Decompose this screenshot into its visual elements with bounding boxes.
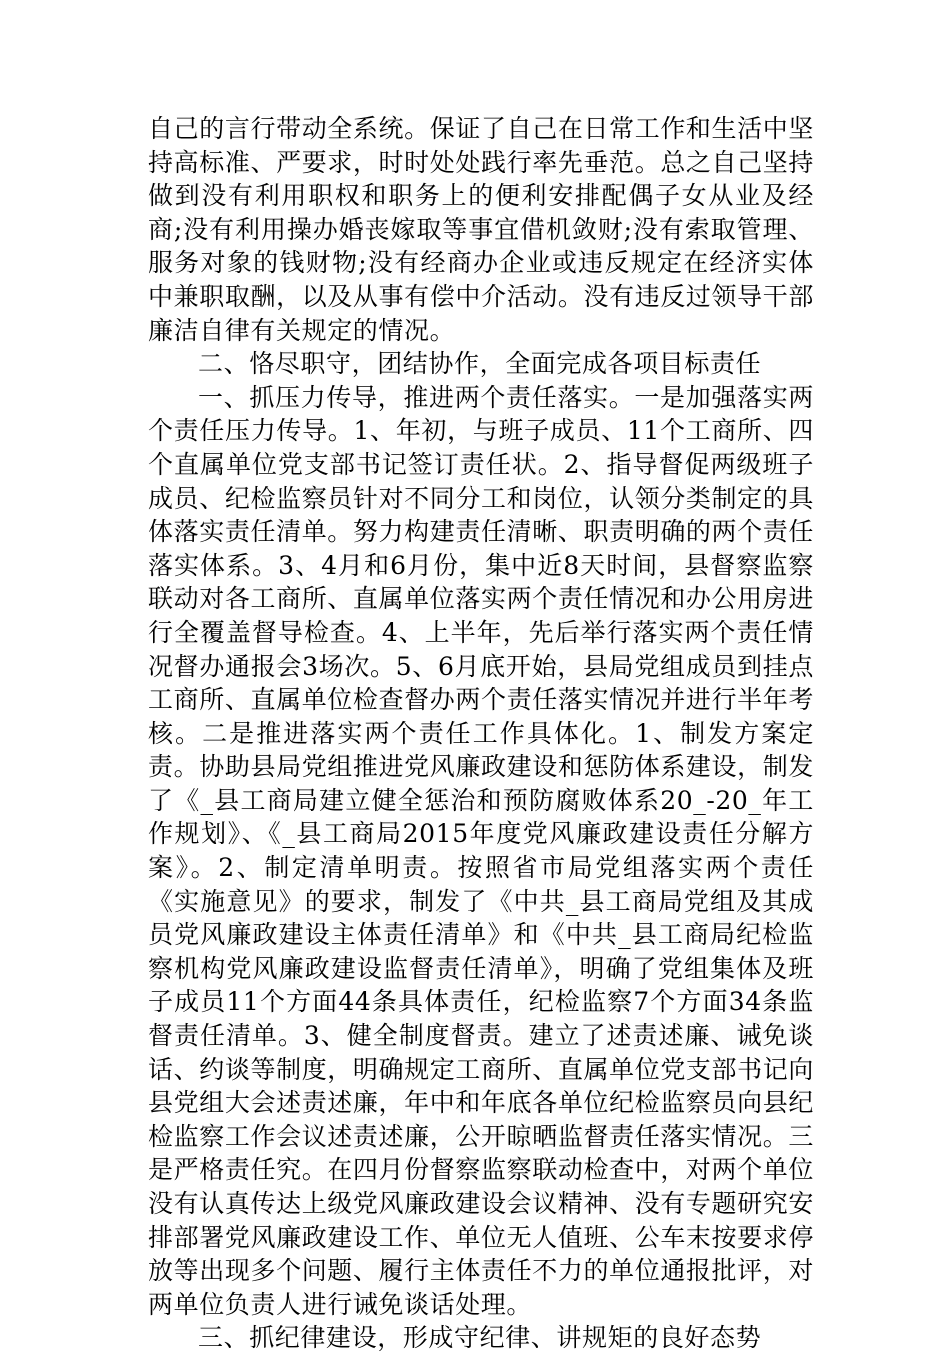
paragraph-responsibility: 一、抓压力传导，推进两个责任落实。一是加强落实两个责任压力传导。1、年初，与班子成员、11个工商所、四个直属单位党支部书记签订责任状。2、指导督促两级班子成员、纪检监察员针对不同分工和岗位，认领分类制定的具体落实责任清单。努力构建责任清晰、职责明确的两个责任落实体系。3、4月和6月份，集中近8天时间，县督察监察联动对各工商所、直属单位落实两个责任情况和办公用房进行全覆盖督导检查。4、上半年，先后举行落实两个责任情况督办通报会3场次。5、6月底开始，县局党组成员到挂点工商所、直属单位检查督办两个责任落实情况并进行半年考核。二是推进落实两个责任工作具体化。1、制发方案定责。协助县局党组推进党风廉政建设和惩防体系建设，制发了《_县工商局建立健全惩治和预防腐败体系20_-20_年工作规划》、《_县工商局2015年度党风廉政建设责任分解方案》。2、制定清单明责。按照省市局党组落实两个责任《实施意见》的要求，制发了《中共_县工商局党组及其成员党风廉政建设主体责任清单》和《中共_县工商局纪检监察机构党风廉政建设监督责任清单》，明确了党组集体及班子成员11个方面44条具体责任，纪检监察7个方面34条监督责任清单。3、健全制度督责。建立了述责述廉、诫免谈话、约谈等制度，明确规定工商所、直属单位党支部书记向县党组大会述责述廉，年中和年底各单位纪检监察员向县纪检监察工作会议述责述廉，公开晾晒监督责任落实情况。三是严格责任究。在四月份督察监察联动检查中，对两个单位没有认真传达上级党风廉政建设会议精神、没有专题研究安排部署党风廉政建设工作、单位无人值班、公车末按要求停放等出现多个问题、履行主体责任不力的单位通报批评，对两单位负责人进行诫免谈话处理。 <box>148 382 814 1319</box>
section-heading-2: 二、恪尽职守，团结协作，全面完成各项目标责任 <box>198 349 762 379</box>
document-body <box>148 112 814 1355</box>
section-heading-3: 三、抓纪律建设，形成守纪律、讲规矩的良好态势 <box>198 1323 762 1353</box>
paragraph-self-discipline: 自己的言行带动全系统。保证了自己在日常工作和生活中坚持高标准、严要求，时时处处践行率先垂范。总之自己坚持做到没有利用职权和职务上的便利安排配偶子女从业及经商;没有利用操办婚丧嫁取等事宜借机敛财;没有索取管理、服务对象的钱财物;没有经商办企业或违反规定在经济实体中兼职取酬，以及从事有偿中介活动。没有违反过领导干部廉洁自律有关规定的情况。 <box>148 114 814 345</box>
